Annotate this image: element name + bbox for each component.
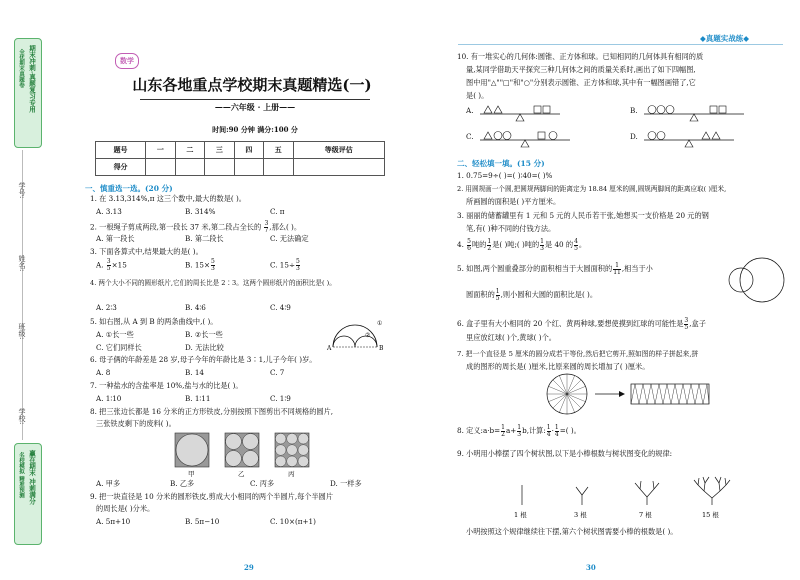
section-2-title: 二、轻松填一填。(15 分) <box>457 159 545 168</box>
frac-den: 2 <box>501 430 505 438</box>
question-7: 7. 一种盐水的含盐率是 10%,盐与水的比是( )。 <box>90 381 243 390</box>
f6-text-a: 6. 盒子里有大小相同的 20 个红、黄两种球,要想使摸到红球的可能性是 <box>457 319 684 328</box>
frac-num: 3 <box>106 258 111 265</box>
f5-text-c: 圆面积的 <box>466 290 495 299</box>
frac-den: 4 <box>546 430 551 438</box>
rearranged-strip <box>631 384 709 404</box>
q8-option-a: A. 甲多 <box>96 479 121 488</box>
f8-frac-4 <box>555 425 559 438</box>
f5-frac-2 <box>496 289 500 302</box>
score-header-cell: 题号 <box>96 142 146 159</box>
fill-9-end: 小明按照这个规律继续往下摆,第六个树状图需要小棒的根数是( )。 <box>466 527 678 536</box>
q5-option-a: A. ①长一些 <box>96 330 134 339</box>
score-header-cell: 四 <box>234 142 263 159</box>
fill-6-line-2: 里应放红球( )个,黄球( )个。 <box>466 333 556 342</box>
q3-b-fraction <box>211 259 215 272</box>
time-info: 时间:90 分钟 满分:100 分 <box>212 125 298 134</box>
frac-den: 3 <box>211 265 215 272</box>
frac-num: 1 <box>501 423 505 431</box>
f8-frac-1 <box>501 425 505 438</box>
q3-option-a <box>96 259 127 272</box>
q6-option-c: C. 7 <box>270 368 285 377</box>
q7-option-a: A. 1∶10 <box>96 394 122 403</box>
sliced-circle <box>547 374 587 414</box>
sheet-bing <box>275 433 309 467</box>
q5-curves-figure <box>325 315 390 355</box>
question-8-line-1: 8. 把三张边长都是 16 分米的正方形铁皮,分别按照下图剪出不同规格的圆片, <box>90 407 334 416</box>
q4-option-b: B. 4∶6 <box>185 303 206 312</box>
f8-frac-3 <box>547 425 551 438</box>
right-page <box>400 0 800 580</box>
f5-text-d: ,则小圆和大圆的面积比是( )。 <box>500 290 598 299</box>
q7-option-b: B. 1∶11 <box>185 394 211 403</box>
q8-label-bing: 丙 <box>288 470 295 477</box>
side-label-class: 班级: <box>18 323 26 340</box>
score-header-cell: 等级评估 <box>293 142 384 159</box>
q5-option-c: C. 它们同样长 <box>96 343 142 352</box>
fill-5-line-1 <box>457 262 653 276</box>
f5-frac-1 <box>613 263 621 276</box>
fill-4 <box>457 238 586 252</box>
frac-num: 1 <box>495 287 500 295</box>
balance-a <box>476 100 566 124</box>
f8-text-d: =( )。 <box>559 426 581 435</box>
balance-c <box>476 126 576 150</box>
fill-9: 9. 小明用小棒摆了四个树状图,以下是小棒根数与树状图变化的规律: <box>457 449 673 458</box>
f4-frac-1 <box>467 239 471 252</box>
score-cell[interactable] <box>205 159 234 176</box>
q2-text-b: ,那么( )。 <box>269 222 302 232</box>
fill-2-line-2: 所画圆的面积是( )平方厘米。 <box>466 197 561 206</box>
tree-label-3: 7 根 <box>639 511 652 519</box>
q10-option-b-label: B. <box>630 106 638 115</box>
q8-label-yi: 乙 <box>238 470 245 477</box>
frac-num: 1 <box>554 423 559 431</box>
page-title: 山东各地重点学校期末真题精选(一) <box>132 76 372 94</box>
frac-den: 3 <box>517 430 522 438</box>
frac-den: 5 <box>574 244 578 252</box>
score-cell[interactable] <box>264 159 293 176</box>
question-9-line-1: 9. 把一块直径是 10 分米的圆形铁皮,剪成大小相同的两个半圆片,每个半圆片 <box>90 492 334 501</box>
q5-option-b: B. ②长一些 <box>185 330 223 339</box>
frac-num: 1 <box>615 261 619 269</box>
fill-6-line-1 <box>457 317 706 331</box>
f6-frac <box>684 318 688 331</box>
frac-num: 5 <box>211 258 215 265</box>
q7-option-c: C. 1∶9 <box>270 394 291 403</box>
frac-den: 11 <box>613 268 621 276</box>
score-cell[interactable] <box>234 159 263 176</box>
balance-b <box>640 100 750 124</box>
tree-label-1: 1 根 <box>514 511 527 519</box>
question-6: 6. 母子俩的年龄差是 28 岁,母子今年的年龄比是 3∶1,儿子今年( )岁。 <box>90 355 317 364</box>
q6-option-a: A. 8 <box>96 368 111 377</box>
q3-b-label: B. 15× <box>185 260 211 270</box>
question-10-line-1: 10. 有一堆实心的几何体:圆锥、正方体和球。已知相同的几何体具有相同的质 <box>457 52 704 61</box>
q3-c-label: C. 15÷ <box>270 260 295 270</box>
q1-option-c: C. π <box>270 207 285 216</box>
frac-den: 5 <box>495 294 500 302</box>
q2-fraction <box>264 221 268 234</box>
f5-text-a: 5. 如图,两个圆重叠部分的面积相当于大圆面积的 <box>457 264 613 273</box>
frac-den: 7 <box>264 227 269 234</box>
question-10-line-3: 图中用"△""□"和"○"分别表示圆锥、正方体和球,其中有一幅图画错了,它 <box>466 78 696 87</box>
page-subtitle: ——六年级 · 上册—— <box>214 102 296 112</box>
q9-option-b: B. 5π−10 <box>185 517 220 526</box>
sheet-jia <box>175 433 209 467</box>
q1-option-a: A. 3.13 <box>96 207 122 216</box>
score-header-cell: 一 <box>146 142 175 159</box>
question-1: 1. 在 3.13,314%,π 这三个数中,最大的数是( )。 <box>90 194 246 203</box>
q2-option-c: C. 无法确定 <box>270 234 309 243</box>
frac-num: 1 <box>546 423 551 431</box>
fill-3-line-1: 3. 丽丽的储蓄罐里有 1 元和 5 元的人民币若干张,她想买一支价格是 20 元的钢 <box>457 211 709 220</box>
fill-7-line-1: 7. 把一个直径是 5 厘米的圆分成若干等份,然后把它剪开,照如图的样子拼起来,拼 <box>457 350 699 358</box>
q3-option-b <box>185 259 216 272</box>
side-tab-bottom-small: 名校模拟 精准预测 <box>18 452 24 498</box>
q4-option-a: A. 2∶3 <box>96 303 117 312</box>
q2-option-a: A. 第一段长 <box>96 234 135 243</box>
q5-option-d: D. 无法比较 <box>185 343 224 352</box>
score-cell[interactable] <box>175 159 204 176</box>
svg-text:②: ② <box>365 332 371 339</box>
frac-den: 5 <box>106 265 111 272</box>
tree-label-4: 15 根 <box>702 511 719 519</box>
side-tab-top <box>14 38 42 148</box>
score-header-cell: 三 <box>205 142 234 159</box>
balance-d <box>640 126 740 150</box>
q2-text-a: 2. 一根绳子剪成两段,第一段长 37 米,第二段占全长的 <box>90 222 264 232</box>
frac-num: 1 <box>517 423 522 431</box>
svg-text:A: A <box>327 345 332 352</box>
score-row-label: 得分 <box>96 159 146 176</box>
fill-1: 1. 0.75=9÷( )=( )∶40=( )% <box>457 171 553 180</box>
q8-option-b: B. 乙多 <box>170 479 195 488</box>
f7-circle-rectangle-figure <box>545 372 715 418</box>
f8-text-c: b,计算: <box>522 426 546 435</box>
f4-text-c: 是 40 的 <box>545 240 574 249</box>
title-underline <box>140 99 370 100</box>
frac-num: 5 <box>295 258 300 265</box>
f5-text-b: ,相当于小 <box>621 264 653 273</box>
q1-option-b: B. 314% <box>185 207 216 216</box>
side-tab-bottom-text: 赢在期末 冲刺满分 <box>28 450 36 505</box>
arrow <box>595 391 625 397</box>
frac-den: 3 <box>295 265 300 272</box>
sheet-yi <box>225 433 259 467</box>
header-rule <box>458 44 783 45</box>
question-8-line-2: 三张铁皮剩下的废料( )。 <box>96 419 176 428</box>
side-label-name: 姓名: <box>18 255 26 272</box>
f4-text-b: 是( )吨;( )吨的 <box>492 240 540 249</box>
q3-a-fraction <box>107 259 111 272</box>
f8-dot: · <box>551 426 554 435</box>
f6-text-b: ,盒子 <box>689 319 706 328</box>
q8-option-d: D. 一样多 <box>330 479 362 488</box>
svg-text:B: B <box>379 345 384 352</box>
f4-frac-4 <box>574 239 578 252</box>
score-cell[interactable] <box>293 159 384 176</box>
f8-text-a: 8. 定义:a·b= <box>457 426 501 435</box>
question-4: 4. 两个大小不同的圆形纸片,它们的周长比是 2∶3。这两个圆形纸片的面积比是( )。 <box>90 279 336 287</box>
score-table-score-row <box>96 159 385 176</box>
frac-num: 3 <box>684 316 689 324</box>
f9-tree-figure <box>500 463 740 523</box>
q8-label-jia: 甲 <box>188 470 195 477</box>
side-label-id: 学号: <box>18 182 26 199</box>
score-table-header-row <box>96 142 385 159</box>
frac-num: 5 <box>467 237 471 245</box>
fill-5-line-2 <box>466 288 597 302</box>
frac-den: 2 <box>487 244 492 252</box>
q2-option-b: B. 第二段长 <box>185 234 224 243</box>
fill-3-line-2: 笔,有( )种不同的付钱方法。 <box>466 224 556 233</box>
side-label-school: 学校: <box>18 408 26 425</box>
q6-option-b: B. 14 <box>185 368 204 377</box>
frac-num: 4 <box>574 237 578 245</box>
fill-2-line-1: 2. 用圆规画一个圆,把圆规两脚间的距离定为 18.84 厘米的圆,圆规两脚间的距离应取( )厘米, <box>457 185 727 193</box>
subject-badge: 数学 <box>115 53 139 69</box>
page-number-right: 30 <box>586 563 596 572</box>
f8-text-b: a+ <box>505 426 517 435</box>
score-header-cell: 五 <box>264 142 293 159</box>
side-tab-top-small: 全优期末真题卷 <box>18 49 24 88</box>
q9-option-c: C. 10×(π+1) <box>270 517 316 526</box>
frac-num: 1 <box>487 237 492 245</box>
question-5: 5. 如右图,从 A 到 B 的两条曲线中,( )。 <box>90 317 218 326</box>
f8-frac-2 <box>517 425 521 438</box>
question-9-line-2: 的周长是( )分米。 <box>96 504 155 513</box>
question-10-line-4: 是( )。 <box>466 91 489 100</box>
q10-option-d-label: D. <box>630 132 638 141</box>
question-2 <box>90 221 301 234</box>
frac-den: 6 <box>467 244 471 252</box>
q4-option-c: C. 4∶9 <box>270 303 291 312</box>
svg-text:①: ① <box>377 320 383 327</box>
question-3: 3. 下面各算式中,结果最大的是( )。 <box>90 247 203 256</box>
section-1-title: 一、慎重选一选。(20 分) <box>85 184 173 193</box>
q3-a-label: A. <box>96 260 106 270</box>
tree-label-2: 3 根 <box>574 511 587 519</box>
side-tab-top-text: 期末冲刺·真题复习专用 <box>28 45 36 113</box>
side-tab-bottom <box>14 443 42 545</box>
section-tag: ◆真题实战练◆ <box>700 34 750 43</box>
q10-option-a-label: A. <box>466 106 474 115</box>
frac-den: 5 <box>684 323 689 331</box>
fill-7-line-2: 成的图形的周长是( )厘米,比原来圆的周长增加了( )厘米。 <box>466 362 650 371</box>
fill-8 <box>457 424 581 438</box>
frac-num: 3 <box>264 220 269 227</box>
q3-c-fraction <box>296 259 300 272</box>
frac-den: 4 <box>554 430 559 438</box>
f4-frac-2 <box>487 239 491 252</box>
fill-4-number: 4. <box>457 240 467 249</box>
q8-option-c: C. 丙多 <box>250 479 275 488</box>
f4-text-a: 吨的 <box>471 240 487 249</box>
q3-a-tail: ×15 <box>111 260 127 270</box>
question-10-line-2: 量,某同学借助天平探究三种几何体之间的质量关系时,画出了如下四幅图, <box>466 65 696 74</box>
score-table <box>95 141 385 176</box>
q9-option-a: A. 5π+10 <box>96 517 131 526</box>
frac-num: 1 <box>540 237 544 245</box>
score-cell[interactable] <box>146 159 175 176</box>
q3-option-c <box>270 259 301 272</box>
f4-frac-3 <box>540 239 544 252</box>
f4-text-d: 。 <box>578 240 587 249</box>
q10-option-c-label: C. <box>466 132 474 141</box>
frac-den: 3 <box>540 244 544 252</box>
page-number-left: 29 <box>244 563 254 572</box>
f5-circles-figure <box>718 250 788 310</box>
score-header-cell: 二 <box>175 142 204 159</box>
q8-sheet-figure <box>170 431 320 477</box>
